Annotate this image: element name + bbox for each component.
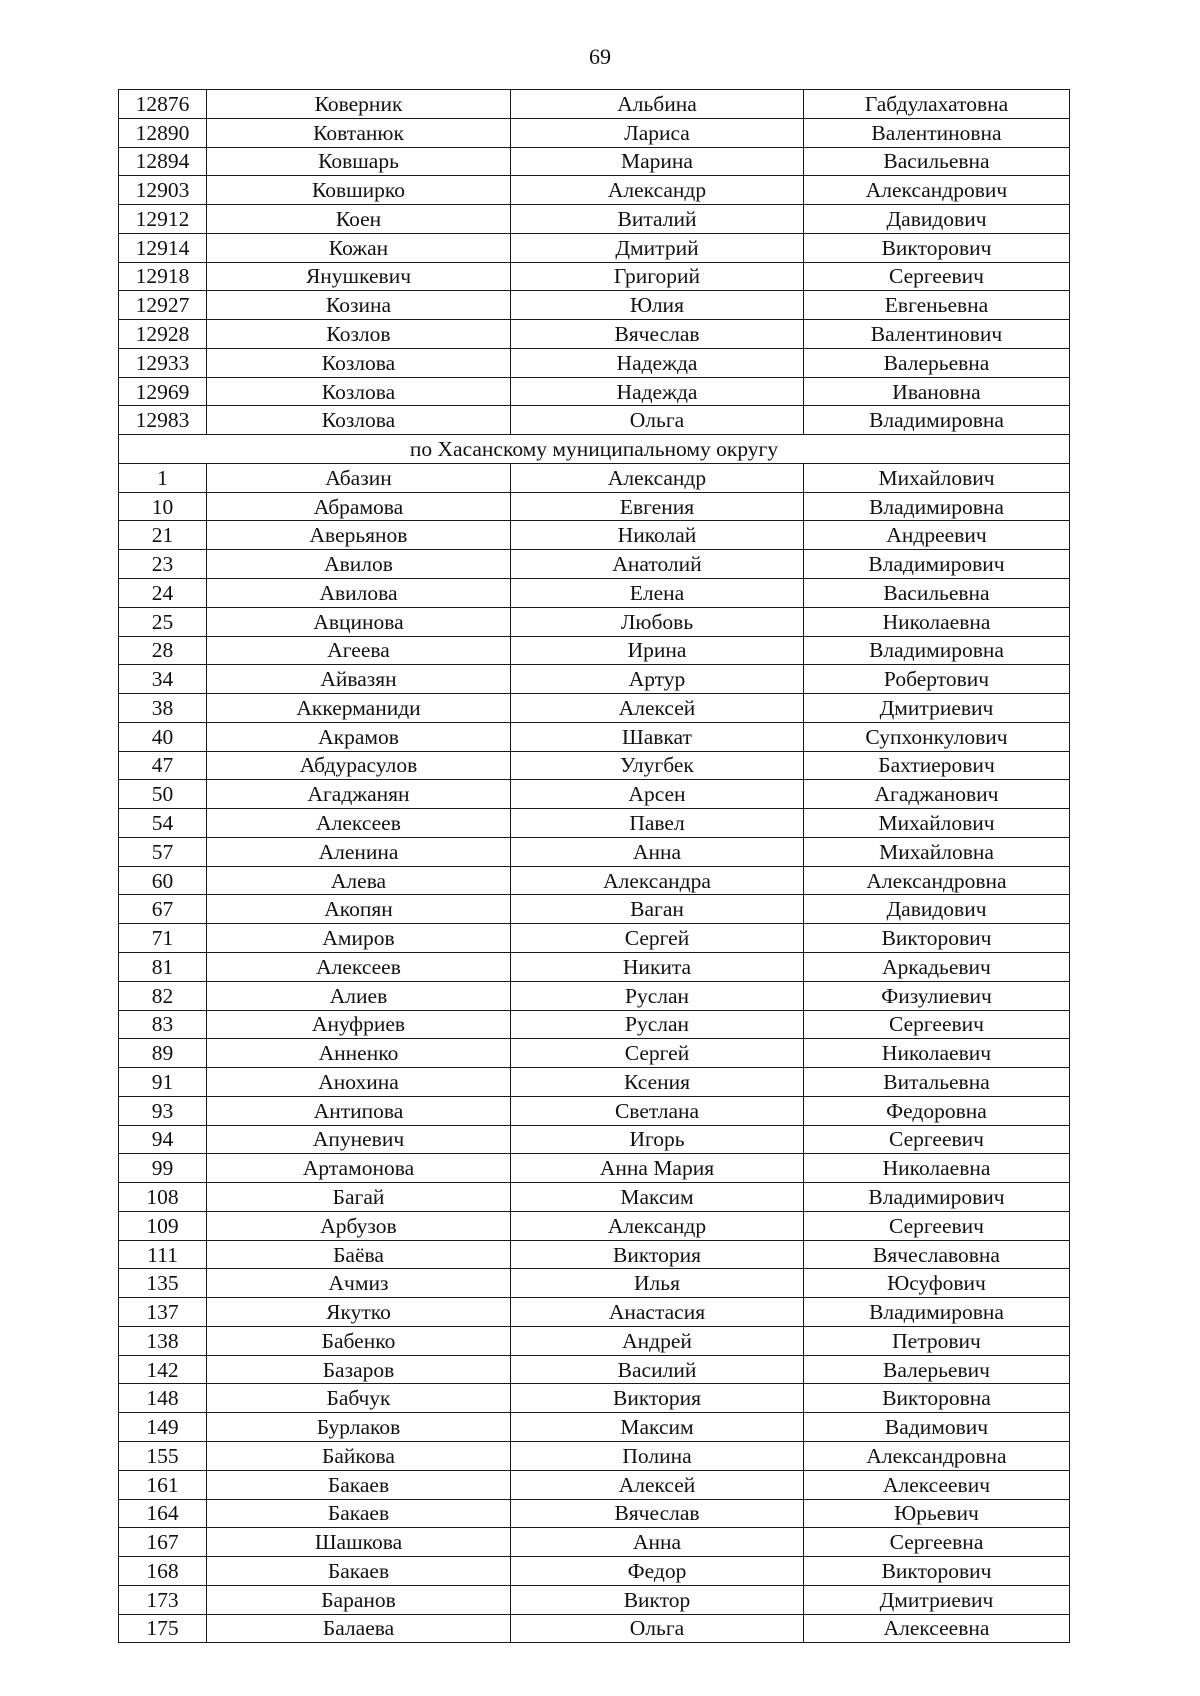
table-row [119, 751, 1070, 780]
row-number-cell: 83 [119, 1010, 207, 1039]
row-number-cell: 148 [119, 1384, 207, 1413]
first-name-cell: Сергей [511, 924, 804, 953]
first-name-cell: Полина [511, 1441, 804, 1470]
last-name-cell: Абрамова [207, 492, 511, 521]
persons-table-body [119, 90, 1070, 1643]
first-name-cell: Дмитрий [511, 233, 804, 262]
patronymic-cell: Алексеевна [804, 1614, 1070, 1643]
patronymic-cell: Александрович [804, 176, 1070, 205]
row-number-cell: 81 [119, 952, 207, 981]
row-number-cell: 168 [119, 1557, 207, 1586]
table-row [119, 521, 1070, 550]
row-number-cell: 25 [119, 607, 207, 636]
first-name-cell: Вячеслав [511, 1499, 804, 1528]
last-name-cell: Байкова [207, 1441, 511, 1470]
patronymic-cell: Николаевич [804, 1039, 1070, 1068]
last-name-cell: Аверьянов [207, 521, 511, 550]
table-row [119, 866, 1070, 895]
first-name-cell: Надежда [511, 377, 804, 406]
row-number-cell: 82 [119, 981, 207, 1010]
table-row [119, 636, 1070, 665]
last-name-cell: Анненко [207, 1039, 511, 1068]
first-name-cell: Анна Мария [511, 1154, 804, 1183]
first-name-cell: Игорь [511, 1125, 804, 1154]
last-name-cell: Акрамов [207, 722, 511, 751]
first-name-cell: Анатолий [511, 550, 804, 579]
table-row [119, 895, 1070, 924]
table-row [119, 1211, 1070, 1240]
table-row [119, 1355, 1070, 1384]
last-name-cell: Амиров [207, 924, 511, 953]
first-name-cell: Юлия [511, 291, 804, 320]
row-number-cell: 167 [119, 1528, 207, 1557]
patronymic-cell: Физулиевич [804, 981, 1070, 1010]
table-row [119, 1413, 1070, 1442]
first-name-cell: Арсен [511, 780, 804, 809]
patronymic-cell: Александровна [804, 1441, 1070, 1470]
first-name-cell: Виктория [511, 1240, 804, 1269]
table-row [119, 1183, 1070, 1212]
row-number-cell: 12927 [119, 291, 207, 320]
last-name-cell: Анохина [207, 1068, 511, 1097]
table-row [119, 1585, 1070, 1614]
row-number-cell: 1 [119, 463, 207, 492]
first-name-cell: Надежда [511, 348, 804, 377]
row-number-cell: 24 [119, 579, 207, 608]
first-name-cell: Елена [511, 579, 804, 608]
last-name-cell: Коверник [207, 90, 511, 119]
patronymic-cell: Васильевна [804, 579, 1070, 608]
first-name-cell: Федор [511, 1557, 804, 1586]
table-row [119, 809, 1070, 838]
first-name-cell: Лариса [511, 118, 804, 147]
first-name-cell: Ольга [511, 1614, 804, 1643]
first-name-cell: Анастасия [511, 1298, 804, 1327]
table-row [119, 1384, 1070, 1413]
first-name-cell: Руслан [511, 1010, 804, 1039]
patronymic-cell: Валерьевич [804, 1355, 1070, 1384]
last-name-cell: Козлова [207, 406, 511, 435]
patronymic-cell: Викторович [804, 924, 1070, 953]
row-number-cell: 89 [119, 1039, 207, 1068]
last-name-cell: Аленина [207, 837, 511, 866]
first-name-cell: Анна [511, 1528, 804, 1557]
last-name-cell: Айвазян [207, 665, 511, 694]
patronymic-cell: Викторович [804, 1557, 1070, 1586]
table-row [119, 780, 1070, 809]
row-number-cell: 137 [119, 1298, 207, 1327]
table-row [119, 1470, 1070, 1499]
table-row [119, 406, 1070, 435]
patronymic-cell: Габдулахатовна [804, 90, 1070, 119]
row-number-cell: 135 [119, 1269, 207, 1298]
last-name-cell: Бакаев [207, 1470, 511, 1499]
row-number-cell: 12912 [119, 205, 207, 234]
patronymic-cell: Юсуфович [804, 1269, 1070, 1298]
last-name-cell: Авцинова [207, 607, 511, 636]
table-row [119, 118, 1070, 147]
patronymic-cell: Валерьевна [804, 348, 1070, 377]
row-number-cell: 38 [119, 694, 207, 723]
patronymic-cell: Владимировна [804, 636, 1070, 665]
row-number-cell: 71 [119, 924, 207, 953]
last-name-cell: Абазин [207, 463, 511, 492]
patronymic-cell: Евгеньевна [804, 291, 1070, 320]
patronymic-cell: Витальевна [804, 1068, 1070, 1097]
last-name-cell: Якутко [207, 1298, 511, 1327]
first-name-cell: Альбина [511, 90, 804, 119]
first-name-cell: Максим [511, 1413, 804, 1442]
last-name-cell: Багай [207, 1183, 511, 1212]
patronymic-cell: Владимирович [804, 1183, 1070, 1212]
patronymic-cell: Валентиновна [804, 118, 1070, 147]
last-name-cell: Авилов [207, 550, 511, 579]
first-name-cell: Евгения [511, 492, 804, 521]
table-row [119, 176, 1070, 205]
table-row [119, 492, 1070, 521]
first-name-cell: Павел [511, 809, 804, 838]
last-name-cell: Абдурасулов [207, 751, 511, 780]
patronymic-cell: Сергеевич [804, 1010, 1070, 1039]
table-row [119, 1499, 1070, 1528]
last-name-cell: Ачмиз [207, 1269, 511, 1298]
table-row [119, 579, 1070, 608]
patronymic-cell: Вадимович [804, 1413, 1070, 1442]
row-number-cell: 12903 [119, 176, 207, 205]
table-row [119, 1125, 1070, 1154]
patronymic-cell: Владимирович [804, 550, 1070, 579]
table-row [119, 1298, 1070, 1327]
row-number-cell: 12983 [119, 406, 207, 435]
last-name-cell: Апуневич [207, 1125, 511, 1154]
first-name-cell: Марина [511, 147, 804, 176]
row-number-cell: 175 [119, 1614, 207, 1643]
row-number-cell: 155 [119, 1441, 207, 1470]
row-number-cell: 40 [119, 722, 207, 751]
table-row [119, 1528, 1070, 1557]
last-name-cell: Ковшарь [207, 147, 511, 176]
patronymic-cell: Владимировна [804, 1298, 1070, 1327]
first-name-cell: Ксения [511, 1068, 804, 1097]
row-number-cell: 50 [119, 780, 207, 809]
row-number-cell: 138 [119, 1326, 207, 1355]
patronymic-cell: Бахтиерович [804, 751, 1070, 780]
table-row [119, 1557, 1070, 1586]
first-name-cell: Алексей [511, 1470, 804, 1499]
last-name-cell: Козлова [207, 377, 511, 406]
last-name-cell: Баёва [207, 1240, 511, 1269]
row-number-cell: 93 [119, 1096, 207, 1125]
row-number-cell: 21 [119, 521, 207, 550]
row-number-cell: 149 [119, 1413, 207, 1442]
last-name-cell: Бурлаков [207, 1413, 511, 1442]
row-number-cell: 94 [119, 1125, 207, 1154]
row-number-cell: 23 [119, 550, 207, 579]
last-name-cell: Акопян [207, 895, 511, 924]
row-number-cell: 12918 [119, 262, 207, 291]
patronymic-cell: Сергеевна [804, 1528, 1070, 1557]
patronymic-cell: Давидович [804, 205, 1070, 234]
row-number-cell: 161 [119, 1470, 207, 1499]
row-number-cell: 34 [119, 665, 207, 694]
first-name-cell: Любовь [511, 607, 804, 636]
patronymic-cell: Юрьевич [804, 1499, 1070, 1528]
table-row [119, 1269, 1070, 1298]
first-name-cell: Ваган [511, 895, 804, 924]
first-name-cell: Александра [511, 866, 804, 895]
row-number-cell: 67 [119, 895, 207, 924]
table-row [119, 463, 1070, 492]
table-row [119, 981, 1070, 1010]
last-name-cell: Алева [207, 866, 511, 895]
table-row [119, 837, 1070, 866]
row-number-cell: 47 [119, 751, 207, 780]
first-name-cell: Светлана [511, 1096, 804, 1125]
last-name-cell: Шашкова [207, 1528, 511, 1557]
patronymic-cell: Сергеевич [804, 262, 1070, 291]
first-name-cell: Сергей [511, 1039, 804, 1068]
patronymic-cell: Николаевна [804, 1154, 1070, 1183]
patronymic-cell: Валентинович [804, 320, 1070, 349]
last-name-cell: Кожан [207, 233, 511, 262]
table-row [119, 233, 1070, 262]
last-name-cell: Алексеев [207, 952, 511, 981]
row-number-cell: 164 [119, 1499, 207, 1528]
last-name-cell: Ковширко [207, 176, 511, 205]
patronymic-cell: Сергеевич [804, 1211, 1070, 1240]
last-name-cell: Янушкевич [207, 262, 511, 291]
row-number-cell: 12876 [119, 90, 207, 119]
first-name-cell: Григорий [511, 262, 804, 291]
first-name-cell: Илья [511, 1269, 804, 1298]
row-number-cell: 99 [119, 1154, 207, 1183]
row-number-cell: 142 [119, 1355, 207, 1384]
row-number-cell: 173 [119, 1585, 207, 1614]
table-row [119, 952, 1070, 981]
first-name-cell: Николай [511, 521, 804, 550]
page-number: 69 [589, 44, 611, 69]
last-name-cell: Алиев [207, 981, 511, 1010]
table-row [119, 90, 1070, 119]
patronymic-cell: Николаевна [804, 607, 1070, 636]
patronymic-cell: Викторович [804, 233, 1070, 262]
row-number-cell: 57 [119, 837, 207, 866]
last-name-cell: Алексеев [207, 809, 511, 838]
table-row [119, 348, 1070, 377]
row-number-cell: 10 [119, 492, 207, 521]
patronymic-cell: Михайлович [804, 463, 1070, 492]
last-name-cell: Ковтанюк [207, 118, 511, 147]
row-number-cell: 54 [119, 809, 207, 838]
last-name-cell: Ануфриев [207, 1010, 511, 1039]
last-name-cell: Антипова [207, 1096, 511, 1125]
row-number-cell: 12969 [119, 377, 207, 406]
row-number-cell: 108 [119, 1183, 207, 1212]
table-row [119, 550, 1070, 579]
patronymic-cell: Васильевна [804, 147, 1070, 176]
row-number-cell: 12933 [119, 348, 207, 377]
row-number-cell: 91 [119, 1068, 207, 1097]
first-name-cell: Ирина [511, 636, 804, 665]
last-name-cell: Бабенко [207, 1326, 511, 1355]
last-name-cell: Агеева [207, 636, 511, 665]
table-row [119, 291, 1070, 320]
first-name-cell: Максим [511, 1183, 804, 1212]
patronymic-cell: Михайлович [804, 809, 1070, 838]
patronymic-cell: Дмитриевич [804, 694, 1070, 723]
last-name-cell: Артамонова [207, 1154, 511, 1183]
table-row [119, 147, 1070, 176]
row-number-cell: 28 [119, 636, 207, 665]
patronymic-cell: Федоровна [804, 1096, 1070, 1125]
table-row [119, 665, 1070, 694]
row-number-cell: 60 [119, 866, 207, 895]
patronymic-cell: Викторовна [804, 1384, 1070, 1413]
last-name-cell: Бабчук [207, 1384, 511, 1413]
table-row [119, 1240, 1070, 1269]
row-number-cell: 109 [119, 1211, 207, 1240]
section-title: по Хасанскому муниципальному округу [119, 435, 1070, 464]
table-row [119, 1441, 1070, 1470]
table-row [119, 320, 1070, 349]
last-name-cell: Базаров [207, 1355, 511, 1384]
patronymic-cell: Михайловна [804, 837, 1070, 866]
first-name-cell: Ольга [511, 406, 804, 435]
first-name-cell: Алексей [511, 694, 804, 723]
first-name-cell: Виталий [511, 205, 804, 234]
patronymic-cell: Александровна [804, 866, 1070, 895]
table-row [119, 1068, 1070, 1097]
first-name-cell: Руслан [511, 981, 804, 1010]
first-name-cell: Виктор [511, 1585, 804, 1614]
first-name-cell: Василий [511, 1355, 804, 1384]
first-name-cell: Анна [511, 837, 804, 866]
row-number-cell: 12894 [119, 147, 207, 176]
row-number-cell: 12890 [119, 118, 207, 147]
patronymic-cell: Давидович [804, 895, 1070, 924]
table-row [119, 205, 1070, 234]
patronymic-cell: Андреевич [804, 521, 1070, 550]
table-row [119, 1010, 1070, 1039]
last-name-cell: Козина [207, 291, 511, 320]
patronymic-cell: Владимировна [804, 492, 1070, 521]
first-name-cell: Виктория [511, 1384, 804, 1413]
patronymic-cell: Сергеевич [804, 1125, 1070, 1154]
table-row [119, 1039, 1070, 1068]
row-number-cell: 111 [119, 1240, 207, 1269]
table-row [119, 1614, 1070, 1643]
patronymic-cell: Аркадьевич [804, 952, 1070, 981]
patronymic-cell: Агаджанович [804, 780, 1070, 809]
first-name-cell: Артур [511, 665, 804, 694]
row-number-cell: 12914 [119, 233, 207, 262]
persons-table [118, 89, 1070, 1643]
last-name-cell: Баранов [207, 1585, 511, 1614]
table-row [119, 262, 1070, 291]
last-name-cell: Агаджанян [207, 780, 511, 809]
last-name-cell: Бакаев [207, 1557, 511, 1586]
patronymic-cell: Владимировна [804, 406, 1070, 435]
patronymic-cell: Вячеславовна [804, 1240, 1070, 1269]
patronymic-cell: Ивановна [804, 377, 1070, 406]
last-name-cell: Козлова [207, 348, 511, 377]
table-row [119, 694, 1070, 723]
table-row [119, 1326, 1070, 1355]
first-name-cell: Вячеслав [511, 320, 804, 349]
last-name-cell: Козлов [207, 320, 511, 349]
row-number-cell: 12928 [119, 320, 207, 349]
first-name-cell: Улугбек [511, 751, 804, 780]
last-name-cell: Бакаев [207, 1499, 511, 1528]
table-row [119, 607, 1070, 636]
first-name-cell: Андрей [511, 1326, 804, 1355]
last-name-cell: Арбузов [207, 1211, 511, 1240]
table-row [119, 722, 1070, 751]
patronymic-cell: Алексеевич [804, 1470, 1070, 1499]
table-row [119, 377, 1070, 406]
first-name-cell: Александр [511, 1211, 804, 1240]
first-name-cell: Никита [511, 952, 804, 981]
patronymic-cell: Робертович [804, 665, 1070, 694]
first-name-cell: Александр [511, 176, 804, 205]
table-row [119, 924, 1070, 953]
last-name-cell: Авилова [207, 579, 511, 608]
patronymic-cell: Супхонкулович [804, 722, 1070, 751]
last-name-cell: Аккерманиди [207, 694, 511, 723]
patronymic-cell: Дмитриевич [804, 1585, 1070, 1614]
section-row [119, 435, 1070, 464]
patronymic-cell: Петрович [804, 1326, 1070, 1355]
last-name-cell: Балаева [207, 1614, 511, 1643]
first-name-cell: Александр [511, 463, 804, 492]
table-row [119, 1154, 1070, 1183]
last-name-cell: Коен [207, 205, 511, 234]
table-row [119, 1096, 1070, 1125]
first-name-cell: Шавкат [511, 722, 804, 751]
